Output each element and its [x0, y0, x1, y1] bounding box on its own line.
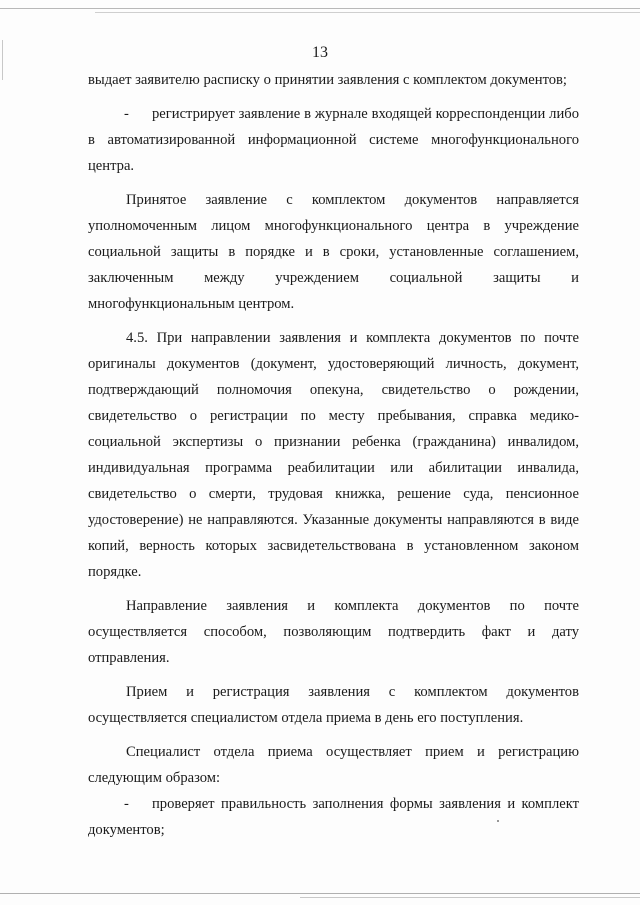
page-number: 13	[312, 44, 328, 61]
bullet-dash: -	[124, 796, 129, 812]
bullet-text: регистрирует заявление в журнале входящей корреспонденции либо в автоматизированной информационной системе многофункционального центра.	[88, 106, 579, 174]
paragraph-accepted-application: Принятое заявление с комплектом документов направляется уполномоченным лицом многофункционального центра в учреждение социальной защиты в порядке и в сроки, установленные соглашением, заключенным между учреждением социальной защиты и многофункциональным центром.	[88, 192, 579, 312]
document-body	[88, 67, 579, 843]
scan-bottom-edge-inner	[300, 897, 640, 898]
paragraph-reception-registration: Прием и регистрация заявления с комплектом документов осуществляется специалистом отдела приема в день его поступления.	[88, 684, 579, 726]
paragraph-specialist: Специалист отдела приема осуществляет прием и регистрацию следующим образом:	[88, 744, 579, 786]
paragraph-4-5: 4.5. При направлении заявления и комплекта документов по почте оригиналы документов (документ, удостоверяющий личность, документ, подтверждающий полномочия опекуна, свидетельство о рождении, свидетельство о регистрации по месту пребывания, справка медико-социальной экспертизы о признании ребенка (гражданина) инвалидом, индивидуальная программа реабилитации или абилитации инвалида, свидетельство о смерти, трудовая книжка, решение суда, пенсионное удостоверение) не направляются. Указанные документы направляются в виде копий, верность которых засвидетельствована в установленном законом порядке.	[88, 330, 579, 580]
paragraph-receipt: выдает заявителю расписку о принятии заявления с комплектом документов;	[88, 72, 567, 88]
scan-bottom-edge	[0, 893, 640, 894]
bullet-register-item	[88, 101, 579, 179]
paragraph-mail-sending: Направление заявления и комплекта документов по почте осуществляется способом, позволяющим подтвердить факт и дату отправления.	[88, 598, 579, 666]
scan-top-edge-inner	[95, 12, 640, 13]
scan-top-edge	[0, 8, 640, 9]
bullet-check-form-item	[88, 791, 579, 843]
bullet-dash: -	[124, 106, 129, 122]
bullet-text: проверяет правильность заполнения формы заявления и комплект документов;	[88, 796, 579, 838]
